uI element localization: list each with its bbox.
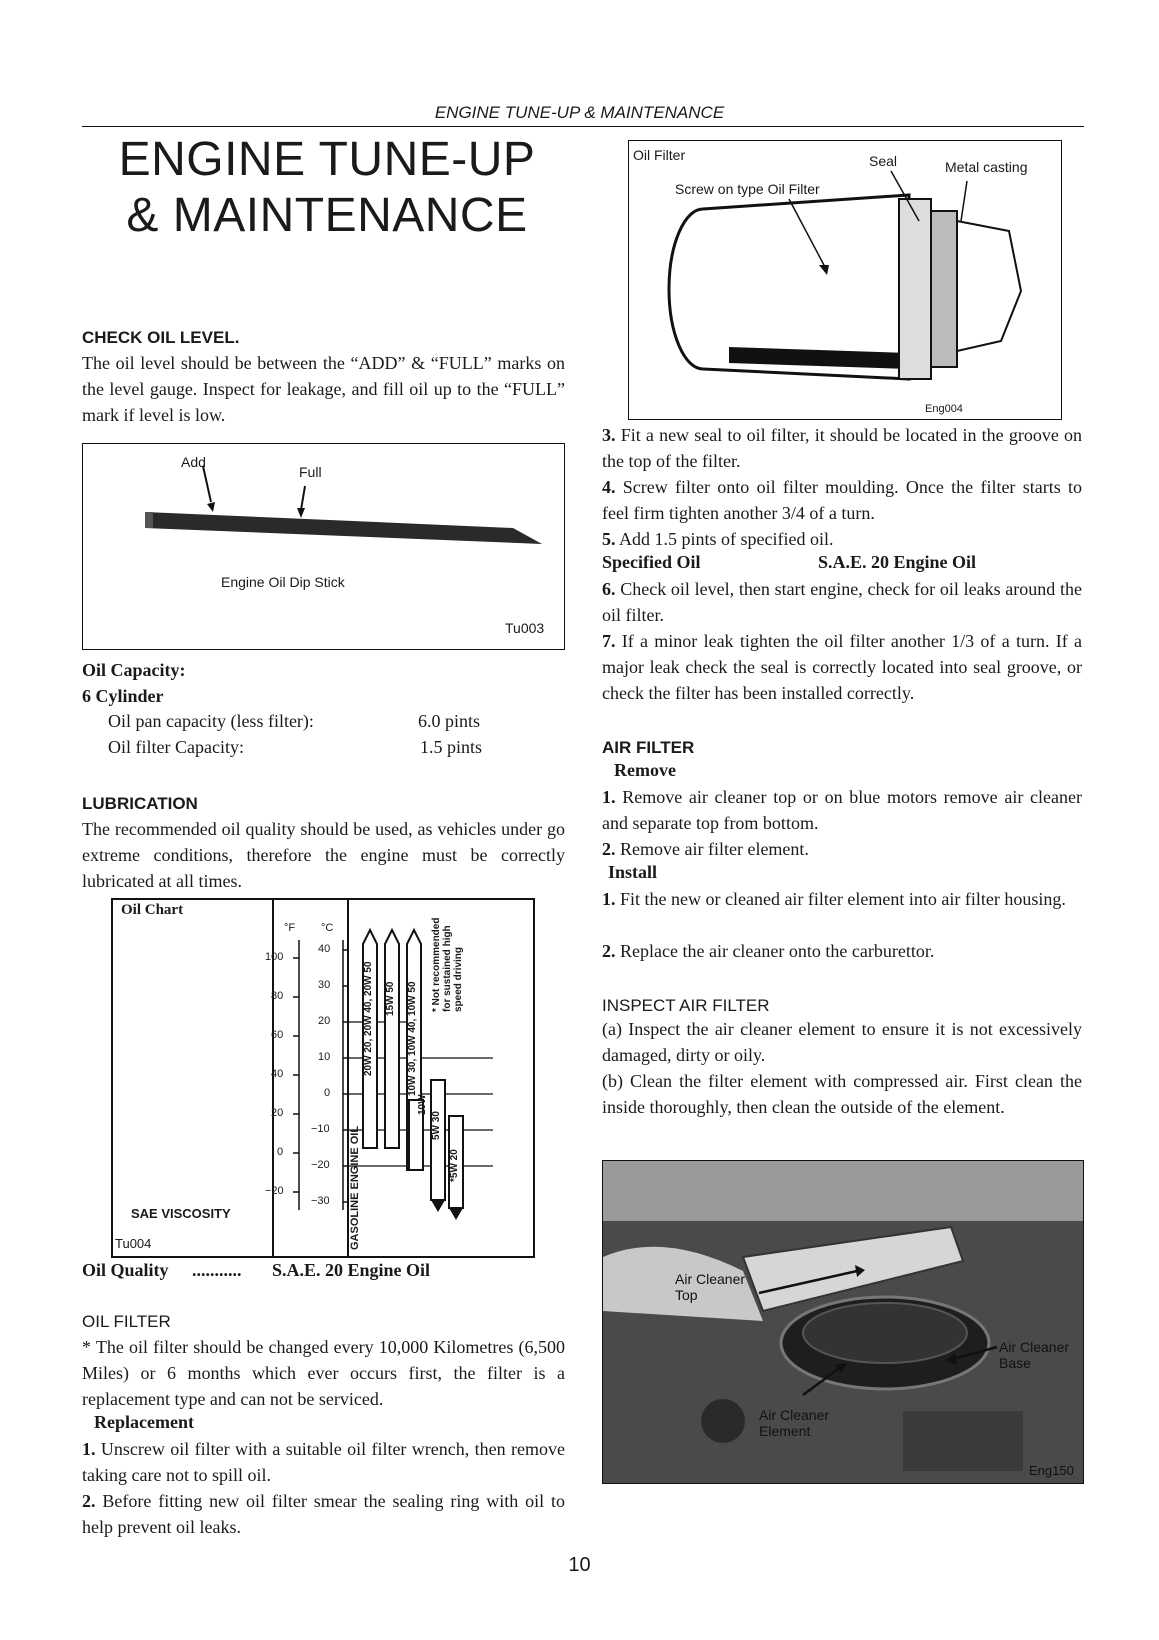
page-number: 10: [568, 1554, 591, 1576]
metal-casting-label: Metal casting: [945, 159, 1028, 175]
c-tick: 40: [318, 943, 331, 955]
step-text: Add 1.5 pints of specified oil.: [615, 529, 834, 549]
specified-oil-value: S.A.E. 20 Engine Oil: [818, 552, 977, 572]
oil-chart: [111, 898, 535, 1258]
step-number: 4.: [602, 477, 616, 497]
remove-step-2: [602, 836, 1082, 862]
grade-label: 15W 50: [385, 981, 396, 1016]
air-filter-heading: AIR FILTER: [602, 738, 695, 757]
inspect-b: (b) Clean the filter element with compressed air. First clean the inside thoroughly, then clean the outside of the element.: [602, 1071, 1082, 1117]
gasoline-label: GASOLINE ENGINE OIL: [349, 1125, 361, 1250]
step-number: 2.: [602, 839, 616, 859]
oil-filter-figure: [628, 140, 1062, 420]
step-number: 7.: [602, 631, 616, 651]
remove-step-1: [602, 784, 1082, 836]
oil-pan-label: Oil pan capacity (less filter):: [108, 711, 314, 731]
step-number: 1.: [602, 787, 616, 807]
oil-quality-value: S.A.E. 20 Engine Oil: [272, 1260, 431, 1280]
add-label: Add: [181, 454, 206, 470]
step-number: 2.: [82, 1491, 96, 1511]
f-tick: 0: [277, 1146, 284, 1158]
sae-viscosity-label: SAE VISCOSITY: [131, 1206, 231, 1221]
oil-filter-heading: OIL FILTER: [82, 1312, 171, 1331]
step-text: Replace the air cleaner onto the carburettor.: [615, 941, 935, 961]
f-tick: 40: [271, 1068, 284, 1080]
grade-label: 10W 30, 10W 40, 10W 50: [407, 981, 418, 1096]
c-tick: −30: [311, 1195, 330, 1207]
air-cleaner-photo: [602, 1160, 1084, 1484]
figure-code: Tu003: [505, 620, 545, 636]
step-text: Remove air filter element.: [615, 839, 809, 859]
oil-quality-dots: ...........: [192, 1260, 242, 1280]
inspect-heading: INSPECT AIR FILTER: [602, 996, 770, 1015]
step-number: 1.: [602, 889, 616, 909]
running-header: ENGINE TUNE-UP & MAINTENANCE: [434, 103, 725, 122]
oil-filter-label: Oil Filter: [633, 147, 686, 163]
c-tick: −10: [311, 1123, 330, 1135]
screw-on-filter-label: Screw on type Oil Filter: [675, 181, 820, 197]
c-tick: 30: [318, 979, 331, 991]
f-tick: 20: [271, 1107, 284, 1119]
check-oil-text: The oil level should be between the “ADD” & “FULL” marks on the level gauge. Inspect for leakage, and fill oil up to the “FULL” mark if level is low.: [82, 353, 565, 425]
step-text: Fit the new or cleaned air filter element into air filter housing.: [615, 889, 1066, 909]
c-tick: 20: [318, 1015, 331, 1027]
dipstick-figure: [82, 443, 565, 650]
step-text: Before fitting new oil filter smear the sealing ring with oil to help prevent oil leaks.: [82, 1491, 565, 1537]
step-text: Check oil level, then start engine, check for oil leaks around the oil filter.: [602, 579, 1082, 625]
fahrenheit-label: °F: [284, 922, 296, 934]
c-tick: −20: [311, 1159, 330, 1171]
air-cleaner-top-label: Air Cleaner Top: [675, 1271, 746, 1303]
step-number: 3.: [602, 425, 616, 445]
step-text: Fit a new seal to oil filter, it should be located in the groove on the top of the filter.: [602, 425, 1082, 471]
lubrication-heading: LUBRICATION: [82, 794, 198, 813]
step-number: 6.: [602, 579, 616, 599]
step-6: [602, 576, 1082, 628]
remove-heading: Remove: [614, 760, 676, 780]
step-text: Unscrew oil filter with a suitable oil filter wrench, then remove taking care not to spill oil.: [82, 1439, 565, 1485]
oil-filter-step-1: [82, 1436, 565, 1488]
air-cleaner-element-label: Air Cleaner Element: [759, 1407, 830, 1439]
c-tick: 0: [324, 1087, 331, 1099]
f-tick: 100: [265, 951, 284, 963]
f-tick: 60: [271, 1029, 284, 1041]
step-3: [602, 422, 1082, 474]
oil-quality-label: Oil Quality: [82, 1260, 169, 1280]
celsius-label: °C: [321, 922, 334, 934]
full-label: Full: [299, 464, 322, 480]
oil-filter-capacity-value: 1.5 pints: [420, 737, 483, 757]
photo-code: Eng150: [1029, 1463, 1074, 1478]
engine-photo-drawing: [603, 1161, 1083, 1483]
chart-note: * Not recommended for sustained high speed driving: [431, 917, 464, 1012]
install-step-2: [602, 938, 1082, 964]
grade-label: 20W 20, 20W 40, 20W 50: [363, 961, 374, 1076]
step-text: Screw filter onto oil filter moulding. Once the filter starts to feel firm tighten another 3/4 of a turn.: [602, 477, 1082, 523]
air-cleaner-base-label: Air Cleaner Base: [999, 1339, 1070, 1371]
step-text: If a minor leak tighten the oil filter another 1/3 of a turn. If a major leak check the seal is correctly located into seal groove, or check the filter has been installed correctly.: [602, 631, 1082, 703]
step-number: 2.: [602, 941, 616, 961]
oil-chart-title: Oil Chart: [121, 902, 184, 918]
specified-oil-label: Specified Oil: [602, 552, 701, 572]
step-number: 5.: [602, 529, 616, 549]
step-7: [602, 628, 1082, 706]
check-oil-heading: CHECK OIL LEVEL.: [82, 328, 240, 347]
filter-figure-code: Eng004: [925, 403, 963, 415]
inspect-a: (a) Inspect the air cleaner element to ensure it is not excessively damaged, dirty or oily.: [602, 1019, 1082, 1065]
title-line-2: & MAINTENANCE: [126, 189, 528, 242]
install-heading: Install: [608, 862, 658, 882]
oil-pan-value: 6.0 pints: [418, 711, 481, 731]
oil-filter-text: * The oil filter should be changed every 10,000 Kilometres (6,500 Miles) or 6 months which ever occurs first, the filter is a replacement type and can not be serviced.: [82, 1337, 565, 1409]
oil-chart-code: Tu004: [115, 1236, 152, 1251]
dipstick-drawing: [83, 444, 564, 649]
grade-label: *5W 20: [449, 1149, 460, 1182]
oil-filter-step-2: [82, 1488, 565, 1540]
grade-label: 10W: [417, 1094, 428, 1115]
step-text: Remove air cleaner top or on blue motors remove air cleaner and separate top from bottom.: [602, 787, 1082, 833]
f-tick: 80: [271, 990, 284, 1002]
title-line-1: ENGINE TUNE-UP: [118, 133, 536, 186]
replacement-heading: Replacement: [94, 1412, 194, 1432]
seal-label: Seal: [869, 153, 898, 169]
step-number: 1.: [82, 1439, 96, 1459]
oil-capacity-heading: Oil Capacity:: [82, 660, 186, 680]
c-tick: 10: [318, 1051, 331, 1063]
dipstick-caption: Engine Oil Dip Stick: [221, 574, 345, 590]
page-title: [82, 132, 572, 244]
step-4: [602, 474, 1082, 526]
oil-capacity-subheading: 6 Cylinder: [82, 686, 164, 706]
f-tick: −20: [265, 1185, 284, 1197]
lubrication-text: The recommended oil quality should be used, as vehicles under go extreme conditions, therefore the engine must be correctly lubricated at all times.: [82, 819, 565, 891]
install-step-1: [602, 886, 1082, 912]
header-rule: [82, 126, 1084, 127]
step-5: [602, 526, 1082, 552]
oil-filter-capacity-label: Oil filter Capacity:: [108, 737, 244, 757]
grade-label: 5W 30: [431, 1111, 442, 1140]
